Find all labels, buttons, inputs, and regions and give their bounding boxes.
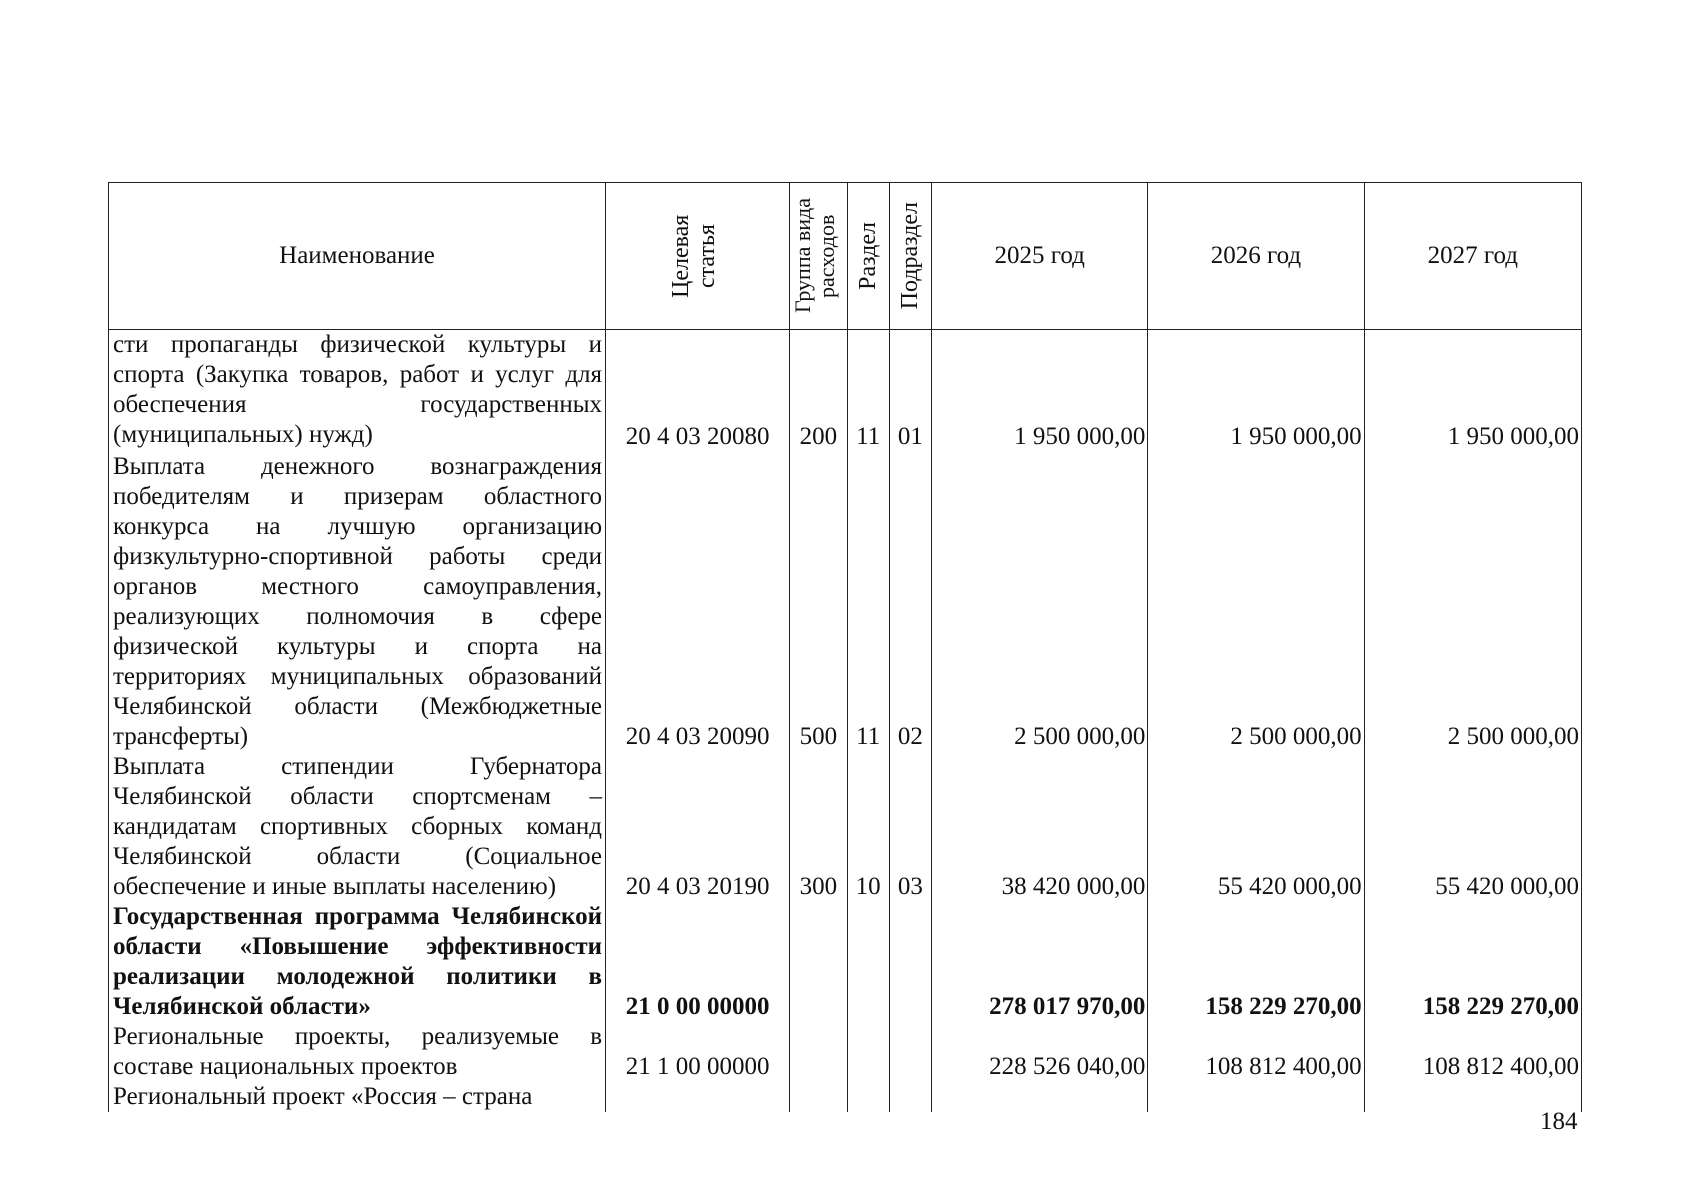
table-row — [109, 752, 1582, 902]
row-code: 20 4 03 20080 — [606, 330, 790, 452]
table-row — [109, 1082, 1582, 1112]
row-subsection: 01 — [889, 330, 931, 452]
header-name: Наименование — [109, 183, 606, 330]
row-group: 500 — [790, 452, 847, 752]
row-2025: 278 017 970,00 — [932, 902, 1148, 1022]
row-2027: 55 420 000,00 — [1364, 752, 1581, 902]
budget-table — [108, 182, 1582, 1112]
row-name: Государственная программа Челябинской области «Повышение эффективности реализации молодежной политики в Челябинской области» — [109, 902, 606, 1022]
row-name: Региональные проекты, реализуемые в составе национальных проектов — [109, 1022, 606, 1082]
row-section — [847, 902, 889, 1022]
row-code: 21 0 00 00000 — [606, 902, 790, 1022]
header-section-label: Раздел — [855, 222, 882, 290]
row-2027: 108 812 400,00 — [1364, 1022, 1581, 1082]
row-section: 11 — [847, 452, 889, 752]
row-2027: 1 950 000,00 — [1364, 330, 1581, 452]
row-section: 11 — [847, 330, 889, 452]
row-2026: 158 229 270,00 — [1148, 902, 1364, 1022]
row-subsection — [889, 1082, 931, 1112]
header-2027: 2027 год — [1364, 183, 1581, 330]
row-group: 300 — [790, 752, 847, 902]
row-name: Выплата стипендии Губернатора Челябинской области спортсменам – кандидатам спортивных сборных команд Челябинской области (Социальное обеспечение и иные выплаты населению) — [109, 752, 606, 902]
row-2025: 2 500 000,00 — [932, 452, 1148, 752]
table-row — [109, 902, 1582, 1022]
row-code: 21 1 00 00000 — [606, 1022, 790, 1082]
header-subsection-label: Подраздел — [897, 202, 924, 310]
row-2026: 108 812 400,00 — [1148, 1022, 1364, 1082]
row-2027 — [1364, 1082, 1581, 1112]
row-2027: 2 500 000,00 — [1364, 452, 1581, 752]
row-group — [790, 902, 847, 1022]
row-2027: 158 229 270,00 — [1364, 902, 1581, 1022]
row-2026: 55 420 000,00 — [1148, 752, 1364, 902]
header-section — [847, 183, 889, 330]
header-target — [606, 183, 790, 330]
table-row — [109, 330, 1582, 452]
row-section — [847, 1082, 889, 1112]
table-row — [109, 1022, 1582, 1082]
row-2025 — [932, 1082, 1148, 1112]
row-2026: 2 500 000,00 — [1148, 452, 1364, 752]
row-2026 — [1148, 1082, 1364, 1112]
row-subsection: 02 — [889, 452, 931, 752]
row-2025: 228 526 040,00 — [932, 1022, 1148, 1082]
row-group: 200 — [790, 330, 847, 452]
row-section: 10 — [847, 752, 889, 902]
header-group — [790, 183, 847, 330]
row-name: Региональный проект «Россия – страна — [109, 1082, 606, 1112]
row-2025: 38 420 000,00 — [932, 752, 1148, 902]
row-code — [606, 1082, 790, 1112]
row-name: Выплата денежного вознаграждения победителям и призерам областного конкурса на лучшую организацию физкультурно-спортивной работы среди органов местного самоуправления, реализующих полномочия в сфере физической культуры и спорта на территориях муниципальных образований Челябинской области (Межбюджетные трансферты) — [109, 452, 606, 752]
header-2025: 2025 год — [932, 183, 1148, 330]
row-section — [847, 1022, 889, 1082]
table-row — [109, 452, 1582, 752]
row-subsection: 03 — [889, 752, 931, 902]
row-group — [790, 1082, 847, 1112]
row-code: 20 4 03 20190 — [606, 752, 790, 902]
header-group-label: Группа вида расходов — [790, 198, 840, 314]
row-2025: 1 950 000,00 — [932, 330, 1148, 452]
row-subsection — [889, 902, 931, 1022]
row-subsection — [889, 1022, 931, 1082]
row-group — [790, 1022, 847, 1082]
table-header-row — [109, 183, 1582, 330]
row-2026: 1 950 000,00 — [1148, 330, 1364, 452]
header-2026: 2026 год — [1148, 183, 1364, 330]
header-target-label: Целевая статья — [667, 214, 720, 298]
row-name: сти пропаганды физической культуры и спорта (Закупка товаров, работ и услуг для обеспечения государственных (муниципальных) нужд) — [109, 330, 606, 452]
row-code: 20 4 03 20090 — [606, 452, 790, 752]
page-number: 184 — [1540, 1108, 1578, 1135]
header-subsection — [889, 183, 931, 330]
